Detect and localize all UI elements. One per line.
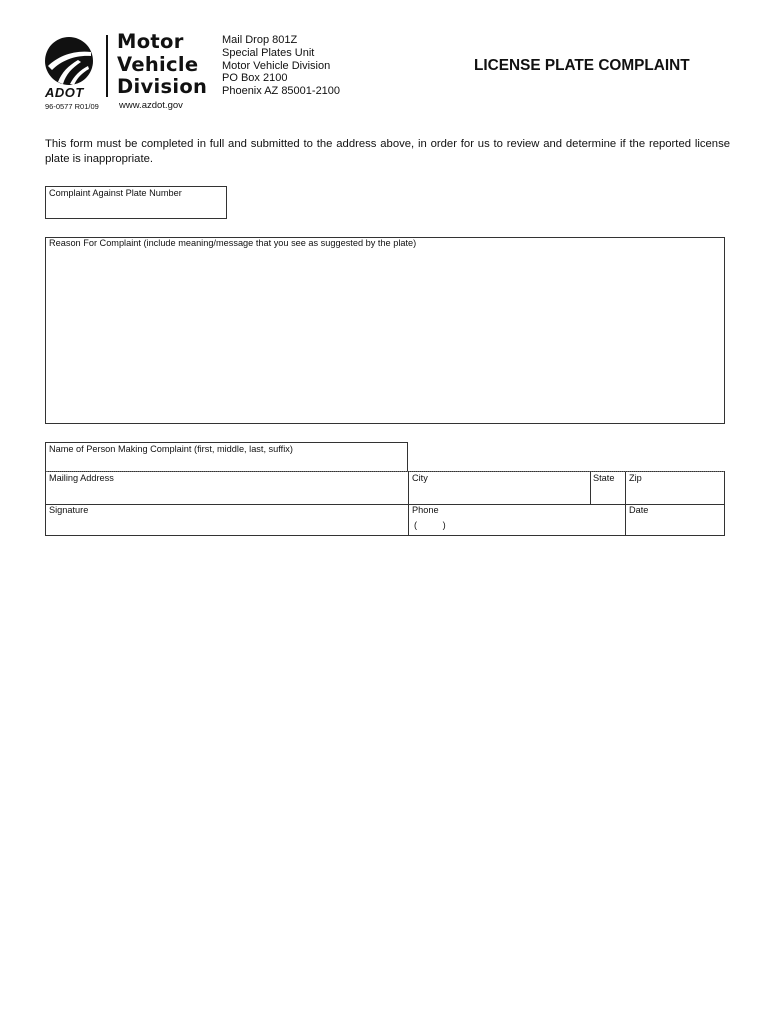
state-field[interactable] (591, 472, 625, 504)
reason-field[interactable] (45, 237, 725, 424)
address-line: Mail Drop 801Z (222, 34, 298, 46)
plate-number-field[interactable] (45, 186, 227, 219)
date-label: Date (629, 505, 649, 515)
division-name (117, 31, 207, 99)
reason-label: Reason For Complaint (include meaning/message that you see as suggested by the plate) (49, 238, 417, 248)
division-line: Motor (117, 30, 184, 53)
zip-label: Zip (629, 473, 642, 483)
mailing-address-block (222, 34, 340, 98)
zip-field[interactable] (626, 472, 724, 504)
division-line: Vehicle (117, 52, 199, 76)
mailing-address-field[interactable] (46, 472, 408, 504)
form-number: 96-0577 R01/09 (45, 102, 99, 111)
division-line: Division (117, 75, 208, 98)
city-label: City (412, 473, 428, 483)
address-line: Motor Vehicle Division (222, 59, 331, 72)
contact-grid (45, 471, 725, 536)
complainant-name-field[interactable] (45, 442, 408, 472)
website-link[interactable]: www.azdot.gov (119, 100, 183, 111)
state-label: State (593, 473, 615, 483)
city-field[interactable] (409, 472, 590, 504)
complainant-name-label: Name of Person Making Complaint (first, middle, last, suffix) (49, 444, 293, 454)
address-line: Phoenix AZ 85001-2100 (222, 85, 341, 98)
address-line: PO Box 2100 (222, 72, 288, 85)
signature-label: Signature (49, 505, 89, 515)
plate-number-label: Complaint Against Plate Number (49, 188, 182, 198)
date-field[interactable] (626, 505, 724, 535)
adot-logo-icon (44, 36, 94, 86)
phone-label: Phone (412, 505, 439, 515)
signature-field[interactable] (46, 505, 408, 535)
phone-area-code: ( ) (414, 520, 446, 530)
logo-divider (106, 35, 108, 97)
adot-wordmark: ADOT (45, 85, 84, 100)
mailing-address-label: Mailing Address (49, 473, 114, 483)
form-title: LICENSE PLATE COMPLAINT (474, 57, 690, 74)
phone-field[interactable] (409, 505, 625, 535)
address-line: Special Plates Unit (222, 46, 315, 59)
instructions-text: This form must be completed in full and submitted to the address above, in order for us to review and determine if the reported license plate is inappropriate. (45, 138, 730, 165)
